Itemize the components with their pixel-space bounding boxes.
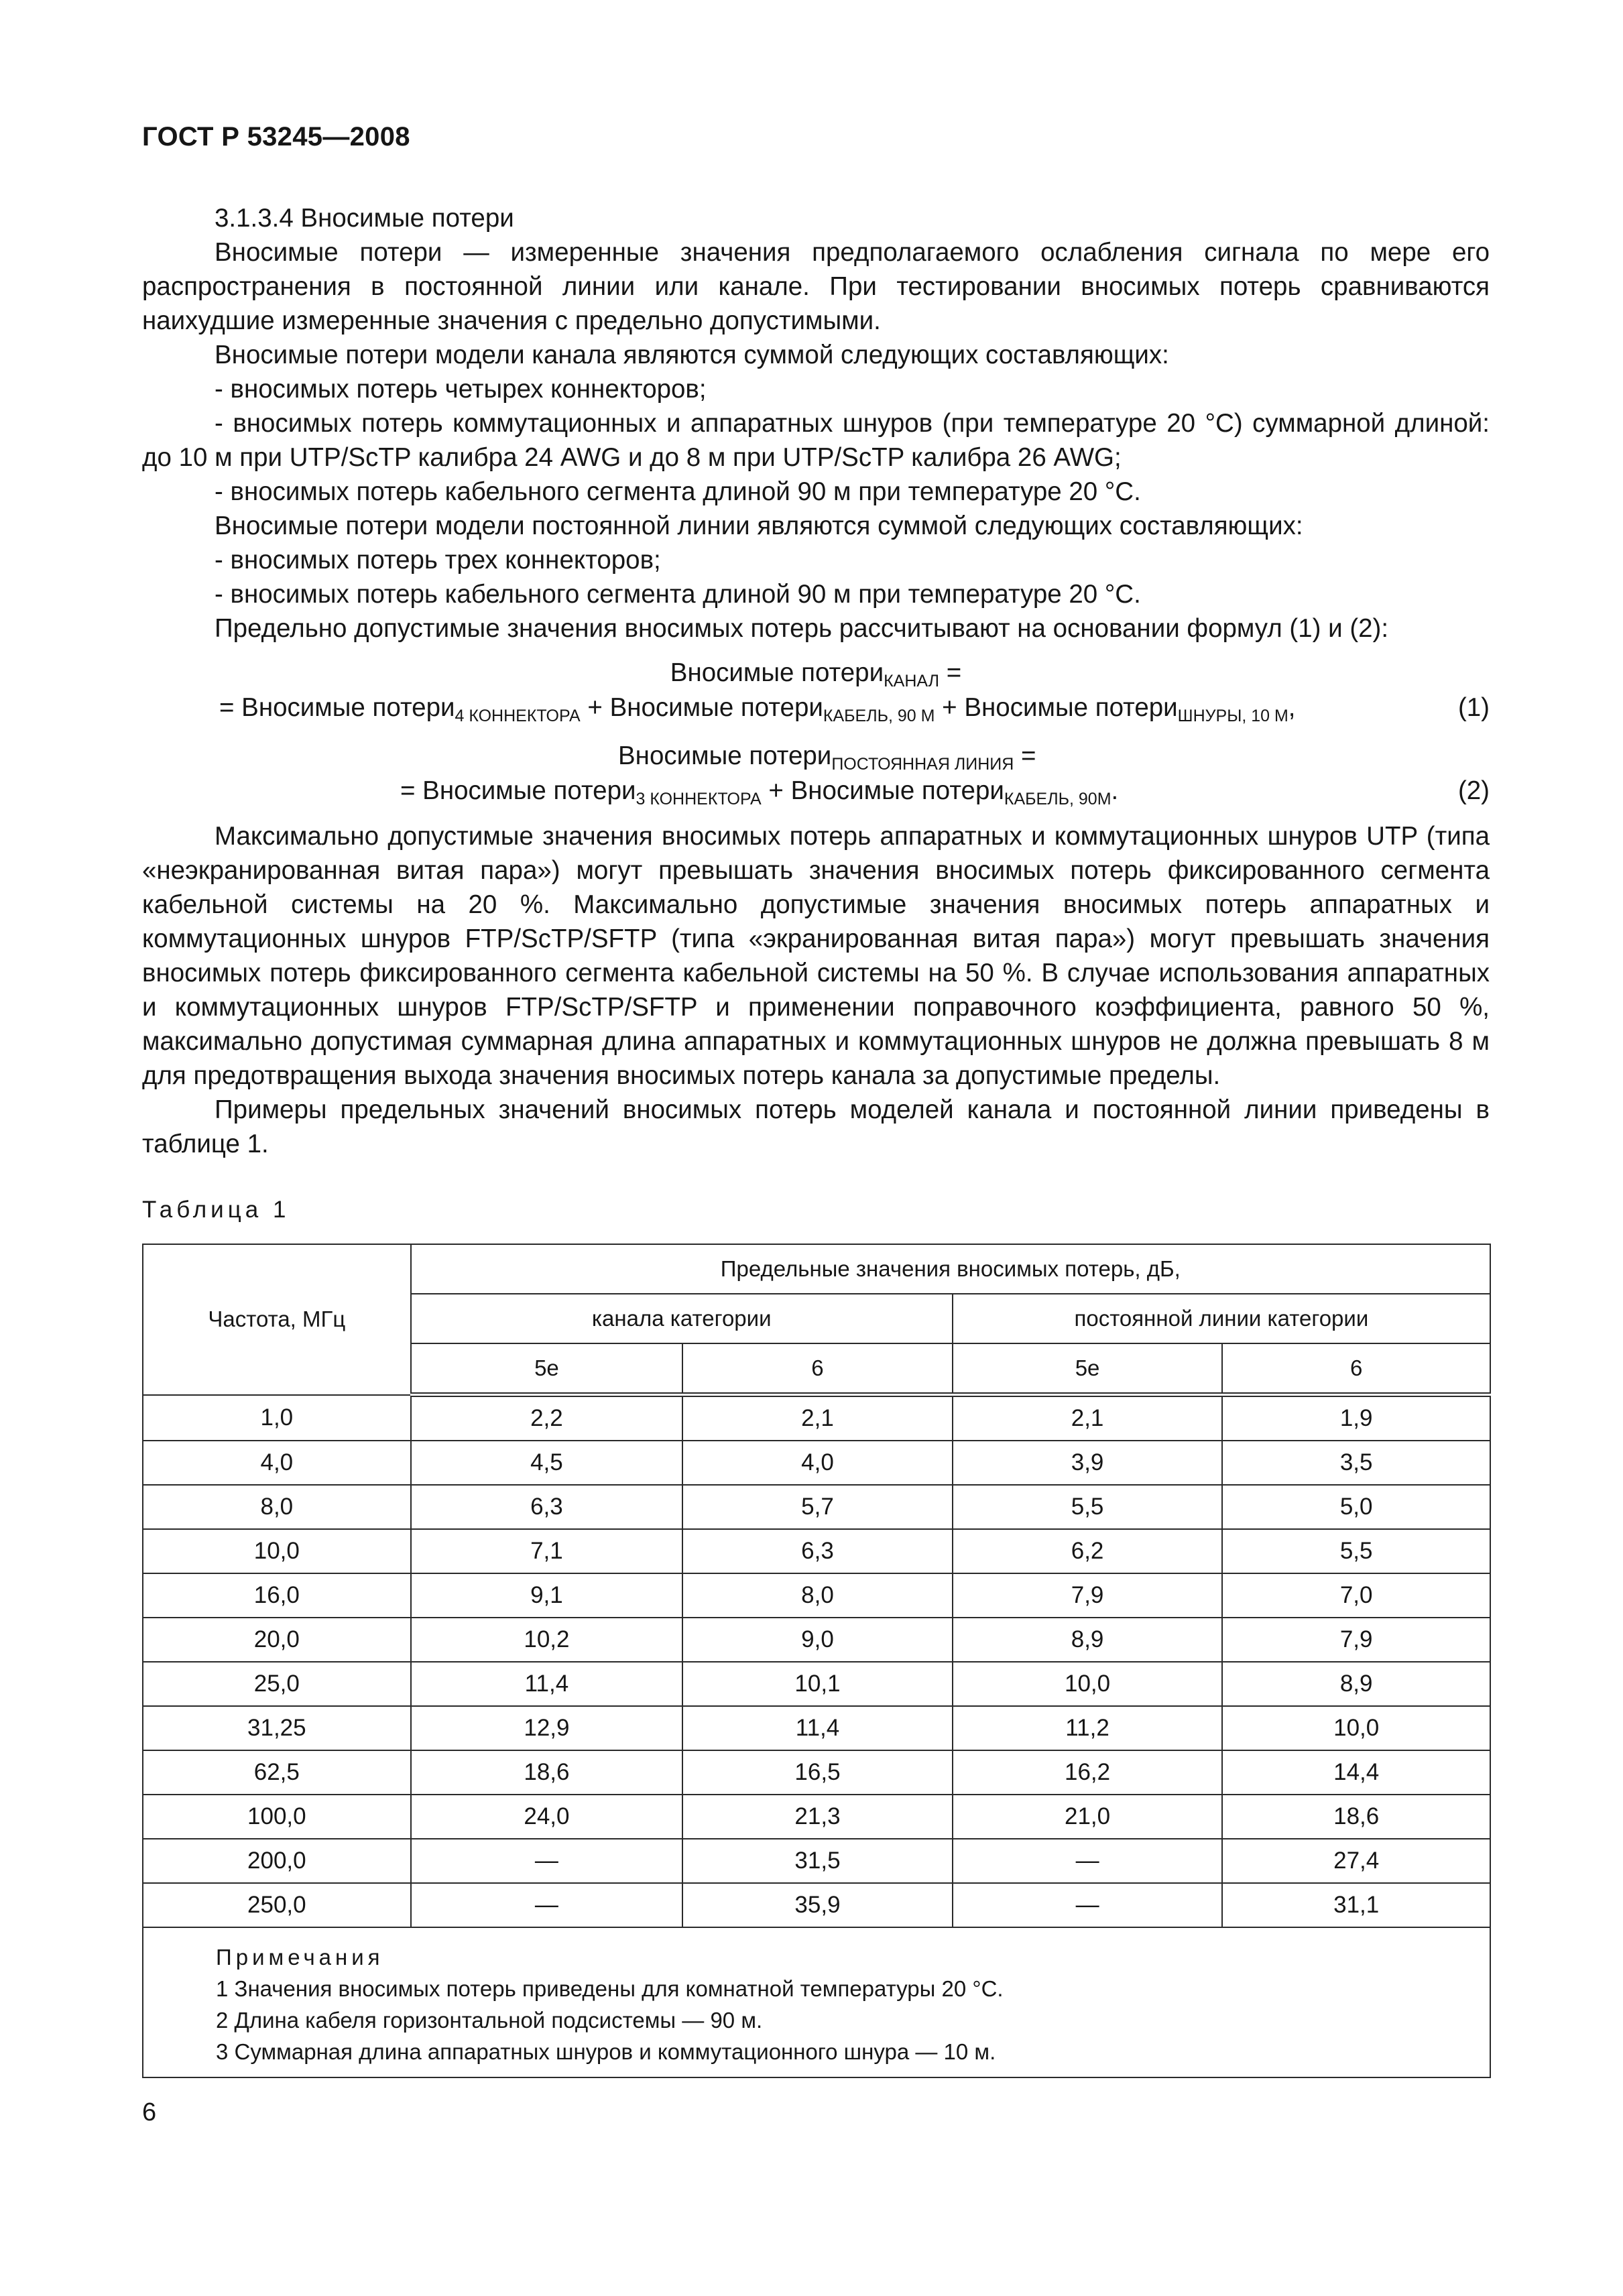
category-header: 6 <box>682 1343 953 1395</box>
loss-value-cell: — <box>411 1839 683 1883</box>
table-caption: Таблица 1 <box>142 1197 290 1223</box>
notes-title: Примечания <box>216 1945 384 1970</box>
loss-value-cell: 16,5 <box>682 1750 953 1795</box>
frequency-cell: 62,5 <box>143 1750 411 1795</box>
frequency-cell: 8,0 <box>143 1485 411 1529</box>
loss-value-cell: 6,3 <box>411 1485 683 1529</box>
loss-value-cell: 3,5 <box>1222 1441 1490 1485</box>
loss-value-cell: 3,9 <box>953 1441 1223 1485</box>
loss-value-cell: 2,2 <box>411 1395 683 1441</box>
group-header: Предельные значения вносимых потерь, дБ, <box>411 1244 1490 1294</box>
list-item: - вносимых потерь трех коннекторов; <box>215 546 661 575</box>
loss-value-cell: 8,9 <box>953 1618 1223 1662</box>
loss-value-cell: 18,6 <box>411 1750 683 1795</box>
after-text <box>142 819 1490 1161</box>
loss-value-cell: 31,5 <box>682 1839 953 1883</box>
note-item: 3 Суммарная длина аппаратных шнуров и коммутационного шнура — 10 м. <box>216 2039 996 2064</box>
loss-value-cell: 5,5 <box>953 1485 1223 1529</box>
loss-value-cell: 5,7 <box>682 1485 953 1529</box>
table-row <box>143 1750 1490 1795</box>
frequency-cell: 4,0 <box>143 1441 411 1485</box>
loss-value-cell: 1,9 <box>1222 1395 1490 1441</box>
loss-value-cell: 10,1 <box>682 1662 953 1706</box>
frequency-cell: 100,0 <box>143 1795 411 1839</box>
loss-value-cell: 21,0 <box>953 1795 1223 1839</box>
paragraph-cords: Максимально допустимые значения вносимых потерь аппаратных и коммутационных шнуров UTP (типа «неэкранированная витая пара») могут превышать значения вносимых потерь фиксированного сегмента кабельной системы на 20 %. Максимально допустимые значения вносимых потерь аппаратных и коммутационных шнуров FTP/ScTP/SFTP (типа «экранированная витая пара») могут превышать значения вносимых потерь фиксированного сегмента кабельной системы на 50 %. В случае использования аппаратных и коммутационных шнуров FTP/ScTP/SFTP и применении поправочного коэффициента, равного 50 %, максимально допустимая суммарная длина аппаратных и коммутационных шнуров не должна превышать 8 м для предотвращения выхода значения вносимых потерь канала за допустимые пределы. <box>142 822 1490 1090</box>
loss-value-cell: 2,1 <box>682 1395 953 1441</box>
loss-value-cell: 7,9 <box>953 1573 1223 1618</box>
table-row <box>143 1795 1490 1839</box>
table-row <box>143 1441 1490 1485</box>
loss-value-cell: — <box>953 1883 1223 1927</box>
paragraph-table-ref: Примеры предельных значений вносимых потерь моделей канала и постоянной линии приведены в таблице 1. <box>142 1095 1490 1158</box>
loss-value-cell: 5,0 <box>1222 1485 1490 1529</box>
frequency-cell: 250,0 <box>143 1883 411 1927</box>
list-item: - вносимых потерь кабельного сегмента длиной 90 м при температуре 20 °С. <box>215 580 1141 609</box>
paragraph-formula-intro: Предельно допустимые значения вносимых потерь рассчитывают на основании формул (1) и (2): <box>215 614 1389 643</box>
frequency-cell: 20,0 <box>143 1618 411 1662</box>
loss-value-cell: 8,0 <box>682 1573 953 1618</box>
frequency-cell: 25,0 <box>143 1662 411 1706</box>
loss-value-cell: 2,1 <box>953 1395 1223 1441</box>
note-item: 2 Длина кабеля горизонтальной подсистемы — 90 м. <box>216 2008 763 2033</box>
paragraph-permanent-intro: Вносимые потери модели постоянной линии являются суммой следующих составляющих: <box>215 511 1303 540</box>
loss-value-cell: — <box>953 1839 1223 1883</box>
loss-value-cell: 9,0 <box>682 1618 953 1662</box>
subheader-channel: канала категории <box>411 1294 953 1343</box>
loss-value-cell: 18,6 <box>1222 1795 1490 1839</box>
section-heading: 3.1.3.4 Вносимые потери <box>215 204 514 233</box>
table-row <box>143 1706 1490 1750</box>
loss-value-cell: 4,0 <box>682 1441 953 1485</box>
table-row <box>143 1395 1490 1441</box>
formula-2-line-1: Вносимые потери$_{ПОСТОЯННАЯ ЛИНИЯ}$ = <box>618 741 1036 774</box>
formula-1-line-1: Вносимые потери$_{КАНАЛ}$ = <box>670 658 962 690</box>
frequency-cell: 1,0 <box>143 1395 411 1441</box>
loss-value-cell: 14,4 <box>1222 1750 1490 1795</box>
frequency-cell: 31,25 <box>143 1706 411 1750</box>
table-row <box>143 1618 1490 1662</box>
table-row <box>143 1839 1490 1883</box>
loss-value-cell: 7,1 <box>411 1529 683 1573</box>
frequency-cell: 16,0 <box>143 1573 411 1618</box>
loss-value-cell: 5,5 <box>1222 1529 1490 1573</box>
list-item: - вносимых потерь коммутационных и аппаратных шнуров (при температуре 20 °С) суммарной длиной: до 10 м при UTP/ScTP калибра 24 AWG и до 8 м при UTP/ScTP калибра 26 AWG; <box>142 409 1490 472</box>
loss-value-cell: 6,2 <box>953 1529 1223 1573</box>
section-text <box>142 201 1490 646</box>
paragraph-definition: Вносимые потери — измеренные значения предполагаемого ослабления сигнала по мере его распространения в постоянной линии или канале. При тестировании вносимых потерь сравниваются наихудшие измеренные значения с предельно допустимыми. <box>142 238 1490 335</box>
table-row <box>143 1573 1490 1618</box>
table-notes <box>143 1927 1490 2077</box>
paragraph-channel-intro: Вносимые потери модели канала являются суммой следующих составляющих: <box>215 341 1169 369</box>
loss-value-cell: 9,1 <box>411 1573 683 1618</box>
loss-value-cell: 7,9 <box>1222 1618 1490 1662</box>
loss-value-cell: 24,0 <box>411 1795 683 1839</box>
table-row <box>143 1485 1490 1529</box>
table-row <box>143 1529 1490 1573</box>
loss-value-cell: 10,0 <box>953 1662 1223 1706</box>
loss-value-cell: 12,9 <box>411 1706 683 1750</box>
loss-value-cell: 11,4 <box>682 1706 953 1750</box>
note-item: 1 Значения вносимых потерь приведены для комнатной температуры 20 °С. <box>216 1976 1004 2001</box>
table-row <box>143 1883 1490 1927</box>
formula-1-number: (1) <box>1457 693 1490 722</box>
subheader-permanent-link: постоянной линии категории <box>953 1294 1490 1343</box>
loss-value-cell: 11,4 <box>411 1662 683 1706</box>
formula-2-number: (2) <box>1457 776 1490 805</box>
loss-value-cell: 4,5 <box>411 1441 683 1485</box>
list-item: - вносимых потерь четырех коннекторов; <box>215 375 707 404</box>
document-header: ГОСТ Р 53245—2008 <box>142 122 410 152</box>
loss-value-cell: 10,2 <box>411 1618 683 1662</box>
loss-value-cell: 8,9 <box>1222 1662 1490 1706</box>
formula-1-line-2: = Вносимые потери$_{4 КОННЕКТОРА}$ + Вносимые потери$_{КАБЕЛЬ, 90 М}$ + Вносимые потери$_{ШНУРЫ, 10 М}$, (1) <box>142 690 1490 725</box>
loss-value-cell: 21,3 <box>682 1795 953 1839</box>
page-number: 6 <box>142 2098 157 2126</box>
list-item: - вносимых потерь кабельного сегмента длиной 90 м при температуре 20 °С. <box>215 477 1141 506</box>
category-header: 6 <box>1222 1343 1490 1395</box>
loss-value-cell: — <box>411 1883 683 1927</box>
frequency-cell: 10,0 <box>143 1529 411 1573</box>
loss-value-cell: 16,2 <box>953 1750 1223 1795</box>
loss-value-cell: 35,9 <box>682 1883 953 1927</box>
loss-value-cell: 27,4 <box>1222 1839 1490 1883</box>
frequency-cell: 200,0 <box>143 1839 411 1883</box>
col-frequency-header: Частота, МГц <box>143 1244 411 1395</box>
loss-value-cell: 7,0 <box>1222 1573 1490 1618</box>
category-header: 5e <box>953 1343 1223 1395</box>
loss-value-cell: 6,3 <box>682 1529 953 1573</box>
table-row <box>143 1662 1490 1706</box>
category-header: 5e <box>411 1343 683 1395</box>
loss-value-cell: 10,0 <box>1222 1706 1490 1750</box>
formula-2-line-2: = Вносимые потери$_{3 КОННЕКТОРА}$ + Вносимые потери$_{КАБЕЛЬ, 90М}$. (2) <box>142 774 1490 808</box>
loss-value-cell: 31,1 <box>1222 1883 1490 1927</box>
loss-value-cell: 11,2 <box>953 1706 1223 1750</box>
insertion-loss-table <box>142 1244 1491 2078</box>
